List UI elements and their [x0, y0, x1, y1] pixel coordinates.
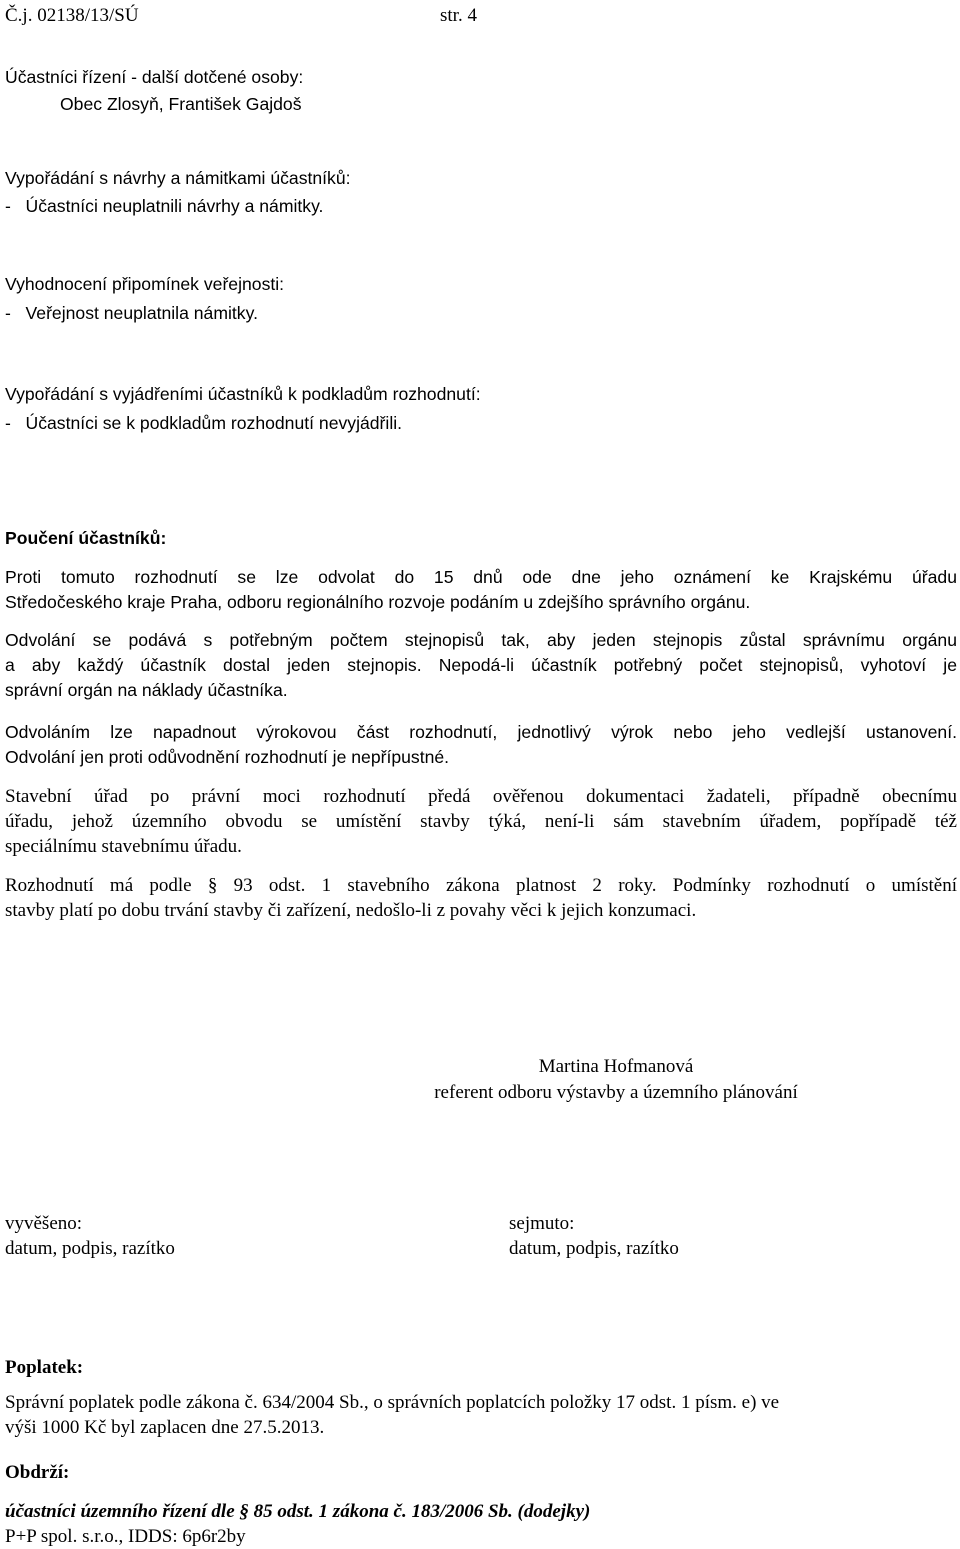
settlement-item: - Účastníci neuplatnili návrhy a námitky. — [5, 196, 324, 216]
instruction-paragraph-1 — [5, 565, 957, 615]
text-line: Stavební úřad po právní moci rozhodnutí předá ověřenou dokumentaci žadateli, případně obecnímu — [5, 786, 957, 807]
participants-names: Obec Zlosyň, František Gajdoš — [60, 94, 302, 114]
text-line: Rozhodnutí má podle § 93 odst. 1 stavebního zákona platnost 2 roky. Podmínky rozhodnutí o umístění — [5, 875, 957, 896]
signatory-role: referent odboru výstavby a územního plánování — [434, 1082, 798, 1103]
evaluation-item: - Veřejnost neuplatnila námitky. — [5, 303, 258, 323]
posted-sub: datum, podpis, razítko — [5, 1238, 175, 1259]
removed-label: sejmuto: — [509, 1213, 575, 1234]
participants-heading: Účastníci řízení - další dotčené osoby: — [5, 67, 304, 87]
statements-heading: Vypořádání s vyjádřeními účastníků k podkladům rozhodnutí: — [5, 384, 481, 404]
text-line: Odvoláním lze napadnout výrokovou část rozhodnutí, jednotlivý výrok nebo jeho vedlejší ustanovení. — [5, 722, 957, 742]
text-line: Středočeského kraje Praha, odboru regionálního rozvoje podáním u zdejšího správního orgánu. — [5, 592, 751, 612]
settlement-heading: Vypořádání s návrhy a námitkami účastníků: — [5, 168, 351, 188]
text-line: a aby každý účastník dostal jeden stejnopis. Nepodá-li účastník potřebný počet stejnopisů, vyhotoví je — [5, 655, 957, 675]
fee-line: Správní poplatek podle zákona č. 634/2004 Sb., o správních poplatcích položky 17 odst. 1 písm. e) ve — [5, 1392, 780, 1413]
removed-sub: datum, podpis, razítko — [509, 1238, 679, 1259]
evaluation-heading: Vyhodnocení připomínek veřejnosti: — [5, 274, 285, 294]
instruction-paragraph-4 — [5, 784, 957, 859]
statements-item: - Účastníci se k podkladům rozhodnutí nevyjádřili. — [5, 413, 403, 433]
instruction-paragraph-3 — [5, 720, 957, 770]
recipient-item: P+P spol. s.r.o., IDDS: 6p6r2by — [5, 1526, 246, 1547]
reference-number: Č.j. 02138/13/SÚ — [5, 5, 139, 26]
instruction-paragraph-5 — [5, 873, 957, 923]
text-line: Odvolání jen proti odůvodnění rozhodnutí je nepřípustné. — [5, 747, 450, 767]
text-line: úřadu, jehož územního obvodu se umístění stavby týká, není-li sám stavebním úřadem, popřípadě též — [5, 811, 957, 832]
instruction-paragraph-2 — [5, 628, 957, 703]
instruction-heading: Poučení účastníků: — [5, 528, 167, 548]
recipients-heading: Obdrží: — [5, 1462, 70, 1483]
page-number: str. 4 — [440, 5, 477, 26]
text-line: správní orgán na náklady účastníka. — [5, 680, 288, 700]
recipients-group: účastníci územního řízení dle § 85 odst. 1 zákona č. 183/2006 Sb. (dodejky) — [5, 1501, 591, 1522]
text-line: Odvolání se podává s potřebným počtem stejnopisů tak, aby jeden stejnopis zůstal správnímu orgánu — [5, 630, 957, 650]
posted-label: vyvěšeno: — [5, 1213, 83, 1234]
text-line: stavby platí po dobu trvání stavby či zařízení, nedošlo-li z povahy věci k jejich konzumaci. — [5, 900, 697, 921]
text-line: Proti tomuto rozhodnutí se lze odvolat do 15 dnů ode dne jeho oznámení ke Krajskému úřadu — [5, 567, 957, 587]
fee-heading: Poplatek: — [5, 1357, 84, 1378]
text-line: speciálnímu stavebnímu úřadu. — [5, 836, 242, 857]
fee-line: výši 1000 Kč byl zaplacen dne 27.5.2013. — [5, 1417, 325, 1438]
signatory-name: Martina Hofmanová — [538, 1056, 694, 1077]
